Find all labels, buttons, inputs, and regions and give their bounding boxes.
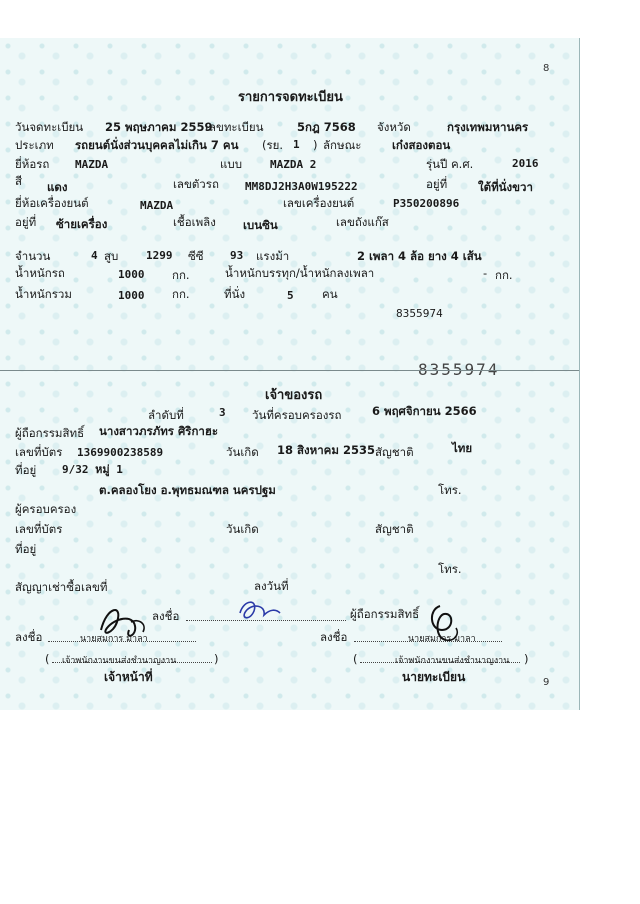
seats-unit: คน [322, 287, 338, 301]
gas-tank-label: เลขถังแก๊ส [336, 215, 389, 229]
registrar-name: นายสมการ มาลา [408, 634, 476, 644]
province-value: กรุงเทพมหานคร [447, 120, 529, 134]
seats-value: 5 [287, 289, 294, 302]
possess-date-value: 6 พฤศจิกายน 2566 [372, 404, 477, 418]
registrar-paren-close: ) [524, 652, 529, 666]
order-label: ลำดับที่ [148, 408, 184, 422]
holder-name: นางสาวภรภัทร ศิริกาฮะ [99, 424, 219, 438]
count-label: จำนวน [15, 249, 51, 263]
model-label: แบบ [220, 157, 243, 171]
reg-date-value: 25 พฤษภาคม 2559 [105, 120, 213, 134]
style-value: เก๋งสองตอน [392, 138, 451, 152]
serial-number-stamp: 8355974 [418, 360, 500, 379]
style-label: ลักษณะ [323, 138, 362, 152]
nationality-label: สัญชาติ [375, 445, 414, 459]
registrar-paren-open: ( [353, 652, 358, 666]
holder-label: ผู้ถือกรรมสิทธิ์ [15, 426, 85, 440]
contract-label: สัญญาเช่าซื้อเลขที่ [15, 580, 108, 594]
page-number-top: 8 [543, 63, 550, 74]
province-label: จังหวัด [377, 120, 411, 134]
type-value: รถยนต์นั่งส่วนบุคคลไม่เกิน 7 คน [75, 138, 239, 152]
weight-value: 1000 [118, 268, 145, 281]
officer-signature [95, 600, 155, 644]
registration-title: รายการจดทะเบียน [238, 90, 343, 105]
officer-paren-open: ( [45, 652, 50, 666]
load-value: - [483, 266, 488, 280]
id-value: 1369900238589 [77, 446, 164, 459]
cc-unit: ซีซี [188, 249, 204, 263]
possessor-nationality-label: สัญชาติ [375, 522, 414, 536]
contract-date-label: ลงวันที่ [254, 579, 289, 593]
dob-value: 18 สิงหาคม 2535 [277, 443, 375, 457]
possessor-address-label: ที่อยู่ [15, 542, 37, 556]
type-label: ประเภท [15, 138, 54, 152]
holder-sign-label: ลงชื่อ [152, 609, 180, 623]
address-line1: 9/32 หมู่ 1 [62, 463, 123, 476]
officer-name: นายสมการ มาลา [80, 634, 148, 644]
horsepower-unit: แรงม้า [256, 249, 290, 263]
year-value: 2016 [512, 157, 539, 170]
fuel-label: เชื้อเพลิง [173, 215, 216, 229]
chassis-value: MM8DJ2H3A0W195222 [245, 180, 358, 193]
serial-number: 8355974 [396, 308, 443, 320]
possessor-dob-label: วันเกิด [226, 522, 259, 536]
color-value: แดง [47, 180, 68, 194]
address-line2: ต.คลองโยง อ.พุทธมณฑล นครปฐม [99, 483, 276, 497]
engine-no-label: เลขเครื่องยนต์ [283, 196, 355, 210]
registrar-sign-label: ลงชื่อ [320, 630, 348, 644]
load-label: น้ำหนักบรรทุก/น้ำหนักลงเพลา [225, 266, 375, 280]
type-code-open: (รย. [262, 138, 284, 152]
registrar-position: เจ้าพนักงานขนส่งชำนาญงาน [395, 656, 510, 666]
holder-signature [236, 595, 286, 625]
officer-paren-close: ) [214, 652, 219, 666]
nationality-value: ไทย [452, 441, 473, 455]
cylinders-unit: สูบ [104, 249, 119, 263]
tel-label: โทร. [438, 483, 462, 497]
brand-value: MAZDA [75, 158, 109, 171]
seats-label: ที่นั่ง [224, 287, 246, 301]
owner-title: เจ้าของรถ [265, 388, 323, 403]
possessor-tel-label: โทร. [438, 562, 462, 576]
gross-weight-unit: กก. [172, 287, 190, 301]
dob-label: วันเกิด [226, 445, 259, 459]
officer-title: เจ้าหน้าที่ [104, 670, 153, 684]
chassis-label: เลขตัวรถ [173, 177, 219, 191]
reg-date-label: วันจดทะเบียน [15, 120, 84, 134]
axles-value: 2 เพลา 4 ล้อ ยาง 4 เส้น [357, 249, 482, 263]
address-label: ที่อยู่ [15, 463, 37, 477]
reg-no-value: 5กฎ 7568 [297, 120, 356, 134]
holder-sign-title: ผู้ถือกรรมสิทธิ์ [350, 607, 420, 621]
cylinders-value: 4 [91, 249, 98, 262]
engine-brand-value: MAZDA [140, 199, 174, 212]
gross-weight-value: 1000 [118, 289, 145, 302]
officer-sign-label: ลงชื่อ [15, 630, 43, 644]
brand-label: ยี่ห้อรถ [15, 157, 50, 171]
registrar-signature [420, 600, 470, 644]
gross-weight-label: น้ำหนักรวม [15, 287, 72, 301]
color-label: สี [15, 174, 23, 188]
reg-no-label: เลขทะเบียน [205, 120, 264, 134]
cc-value: 1299 [146, 249, 173, 262]
engine-location-label: อยู่ที่ [15, 215, 37, 229]
engine-no-value: P350200896 [393, 197, 460, 210]
chassis-location-value: ใต้ที่นั่งขวา [478, 180, 533, 194]
registrar-title: นายทะเบียน [402, 670, 466, 684]
order-value: 3 [219, 406, 226, 419]
fuel-value: เบนซิน [243, 218, 278, 232]
officer-position: เจ้าพนักงานขนส่งชำนาญงาน [62, 656, 177, 666]
engine-location-value: ซ้ายเครื่อง [56, 217, 108, 231]
engine-brand-label: ยี่ห้อเครื่องยนต์ [15, 196, 89, 210]
possess-date-label: วันที่ครอบครองรถ [252, 408, 342, 422]
horsepower-value: 93 [230, 249, 244, 262]
possessor-id-label: เลขที่บัตร [15, 522, 63, 536]
model-value: MAZDA 2 [270, 158, 317, 171]
page-number-bottom: 9 [543, 677, 550, 688]
weight-label: น้ำหนักรถ [15, 266, 65, 280]
type-code-close: ) [313, 138, 318, 152]
id-label: เลขที่บัตร [15, 445, 63, 459]
section-divider [0, 370, 579, 371]
load-unit: กก. [495, 268, 513, 282]
weight-unit: กก. [172, 268, 190, 282]
year-label: รุ่นปี ค.ศ. [426, 157, 474, 171]
chassis-location-label: อยู่ที่ [426, 177, 448, 191]
type-code-value: 1 [293, 138, 300, 151]
possessor-label: ผู้ครอบครอง [15, 502, 77, 516]
